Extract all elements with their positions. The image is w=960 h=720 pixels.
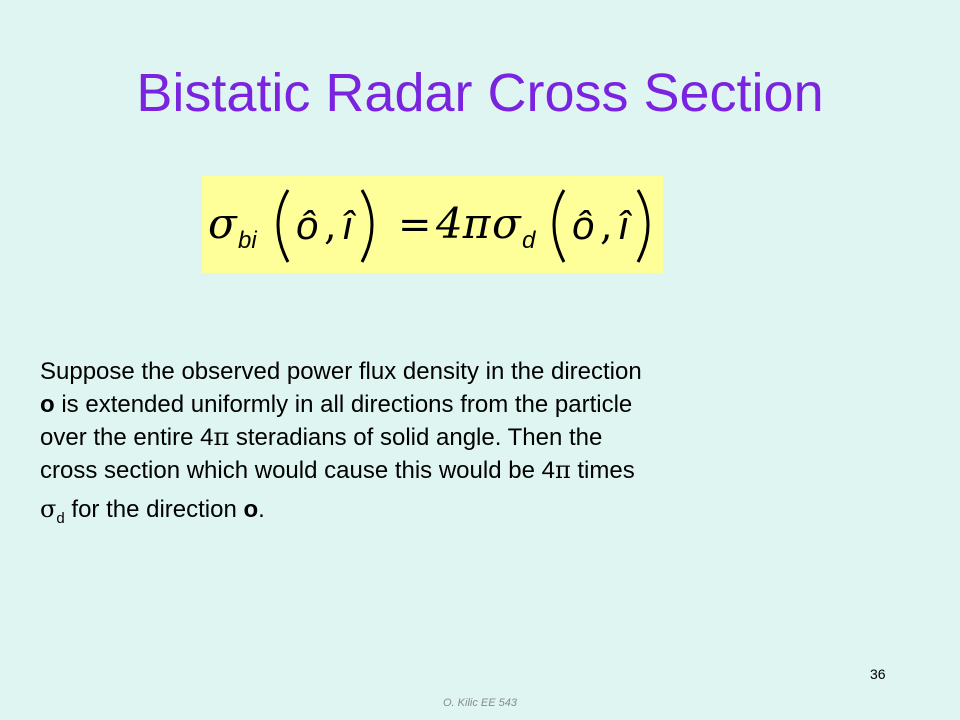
rhs-sigma: σ	[492, 199, 521, 248]
line3-text-b: steradians of solid angle. Then the	[229, 424, 603, 451]
line5-period: .	[258, 496, 265, 523]
paragraph-line-2	[40, 388, 860, 421]
paragraph-line-3	[40, 421, 860, 454]
lhs-sigma: σ	[208, 199, 237, 248]
line5-text: for the direction	[64, 496, 244, 523]
page-number: 36	[870, 666, 886, 682]
paragraph-line-1: Suppose the observed power flux density in the direction	[40, 358, 642, 385]
line3-text-a: over the entire 4	[40, 424, 214, 451]
paragraph-line-5	[40, 493, 860, 535]
equation-formula	[202, 176, 663, 273]
bold-o-1: o	[40, 391, 55, 418]
equation-box	[202, 176, 663, 273]
left-paren-2	[554, 190, 564, 262]
coefficient-4pi: 4π	[436, 199, 491, 248]
sigma-symbol: σ	[40, 495, 57, 523]
arg-comma-2: ,	[600, 203, 613, 249]
line4-text-a: cross section which would cause this would be 4	[40, 457, 555, 484]
left-paren-1	[278, 190, 288, 262]
sigma-subscript-d: d	[56, 510, 65, 527]
pi-symbol-1: π	[213, 423, 230, 451]
rhs-subscript: d	[522, 227, 536, 254]
right-paren-2	[638, 190, 648, 262]
paragraph-line-4	[40, 454, 860, 487]
arg-comma-1: ,	[324, 203, 337, 249]
line2-text: is extended uniformly in all directions from the particle	[54, 391, 633, 418]
equals-sign: =	[398, 202, 432, 248]
footer-credit: O. Kilic EE 543	[443, 697, 517, 709]
lhs-subscript: bi	[238, 227, 257, 254]
arg-o-hat-2: ô	[572, 204, 595, 248]
arg-i-hat-2: î	[618, 204, 630, 248]
arg-i-hat-1: î	[342, 204, 354, 248]
bold-o-2: o	[243, 496, 259, 523]
line4-text-b: times	[570, 457, 635, 484]
slide-title: Bistatic Radar Cross Section	[136, 63, 824, 123]
arg-o-hat-1: ô	[296, 204, 319, 248]
right-paren-1	[362, 190, 372, 262]
pi-symbol-2: π	[554, 456, 571, 484]
body-paragraph	[40, 355, 860, 535]
